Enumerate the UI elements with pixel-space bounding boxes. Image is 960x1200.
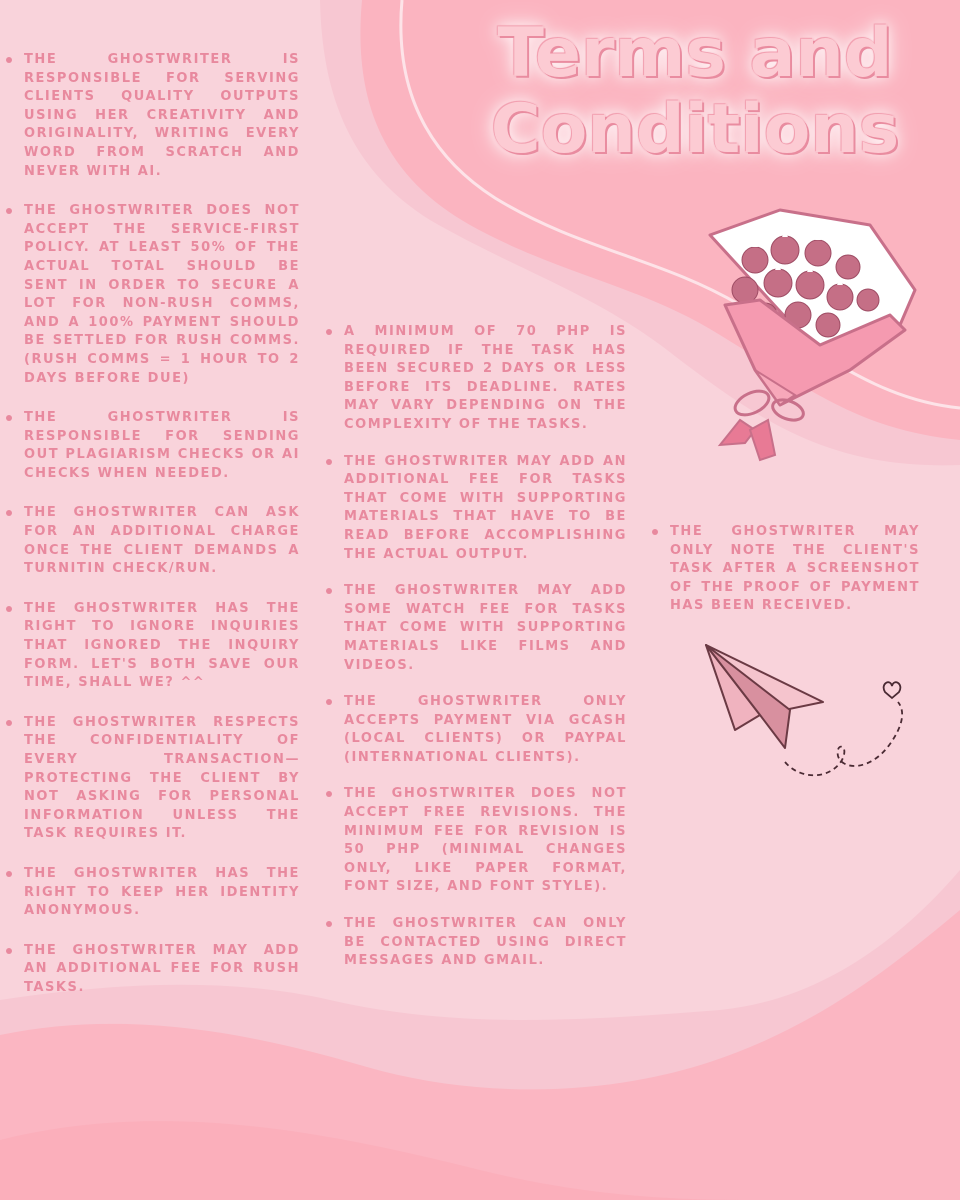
term-item: THE GHOSTWRITER DOES NOT ACCEPT THE SERVICE-FIRST POLICY. AT LEAST 50% OF THE ACTUAL TOTAL SHOULD BE SENT IN ORDER TO SECURE A LOT FOR NON-RUSH COMMS, AND A 100% PAYMENT SHOULD BE SETTLED FOR RUSH COMMS. (RUSH COMMS = 1 HOUR TO 2 DAYS BEFORE DUE) <box>4 202 300 388</box>
flight-path-heart-icon <box>780 672 915 784</box>
term-item: THE GHOSTWRITER CAN ONLY BE CONTACTED USING DIRECT MESSAGES AND GMAIL. <box>324 915 627 971</box>
page-title <box>450 16 940 168</box>
term-item: THE GHOSTWRITER HAS THE RIGHT TO IGNORE INQUIRIES THAT IGNORED THE INQUIRY FORM. LET'S BOTH SAVE OUR TIME, SHALL WE? ^^ <box>4 600 300 693</box>
term-item: THE GHOSTWRITER HAS THE RIGHT TO KEEP HER IDENTITY ANONYMOUS. <box>4 865 300 921</box>
term-item: THE GHOSTWRITER IS RESPONSIBLE FOR SERVING CLIENTS QUALITY OUTPUTS USING HER CREATIVITY AND ORIGINALITY, WRITING EVERY WORD FROM SCRATCH AND NEVER WITH AI. <box>4 51 300 181</box>
terms-column-2 <box>324 323 627 989</box>
title-line-2: Conditions <box>490 90 900 169</box>
heart-icon <box>884 682 901 698</box>
term-item: THE GHOSTWRITER RESPECTS THE CONFIDENTIALITY OF EVERY TRANSACTION—PROTECTING THE CLIENT BY NOT ASKING FOR PERSONAL INFORMATION UNLESS THE TASK REQUIRES IT. <box>4 714 300 844</box>
term-item: A MINIMUM OF 70 PHP IS REQUIRED IF THE TASK HAS BEEN SECURED 2 DAYS OR LESS BEFORE ITS DEADLINE. RATES MAY VARY DEPENDING ON THE COMPLEXITY OF THE TASKS. <box>324 323 627 435</box>
title-line-1: Terms and <box>497 14 893 93</box>
term-item: THE GHOSTWRITER MAY ONLY NOTE THE CLIENT'S TASK AFTER A SCREENSHOT OF THE PROOF OF PAYMENT HAS BEEN RECEIVED. <box>650 523 920 616</box>
flower-bouquet-icon <box>700 205 920 465</box>
term-item: THE GHOSTWRITER ONLY ACCEPTS PAYMENT VIA GCASH (LOCAL CLIENTS) OR PAYPAL (INTERNATIONAL CLIENTS). <box>324 693 627 767</box>
term-item: THE GHOSTWRITER IS RESPONSIBLE FOR SENDING OUT PLAGIARISM CHECKS OR AI CHECKS WHEN NEEDED. <box>4 409 300 483</box>
term-item: THE GHOSTWRITER MAY ADD AN ADDITIONAL FEE FOR TASKS THAT COME WITH SUPPORTING MATERIALS THAT HAVE TO BE READ BEFORE ACCOMPLISHING THE ACTUAL OUTPUT. <box>324 453 627 565</box>
term-item: THE GHOSTWRITER MAY ADD SOME WATCH FEE FOR TASKS THAT COME WITH SUPPORTING MATERIALS LIKE FILMS AND VIDEOS. <box>324 582 627 675</box>
term-item: THE GHOSTWRITER CAN ASK FOR AN ADDITIONAL CHARGE ONCE THE CLIENT DEMANDS A TURNITIN CHECK/RUN. <box>4 504 300 578</box>
terms-column-3 <box>650 523 920 637</box>
term-item: THE GHOSTWRITER DOES NOT ACCEPT FREE REVISIONS. THE MINIMUM FEE FOR REVISION IS 50 PHP (MINIMAL CHANGES ONLY, LIKE PAPER FORMAT, FONT SIZE, AND FONT STYLE). <box>324 785 627 897</box>
term-item: THE GHOSTWRITER MAY ADD AN ADDITIONAL FEE FOR RUSH TASKS. <box>4 942 300 998</box>
terms-column-1 <box>4 51 300 1019</box>
